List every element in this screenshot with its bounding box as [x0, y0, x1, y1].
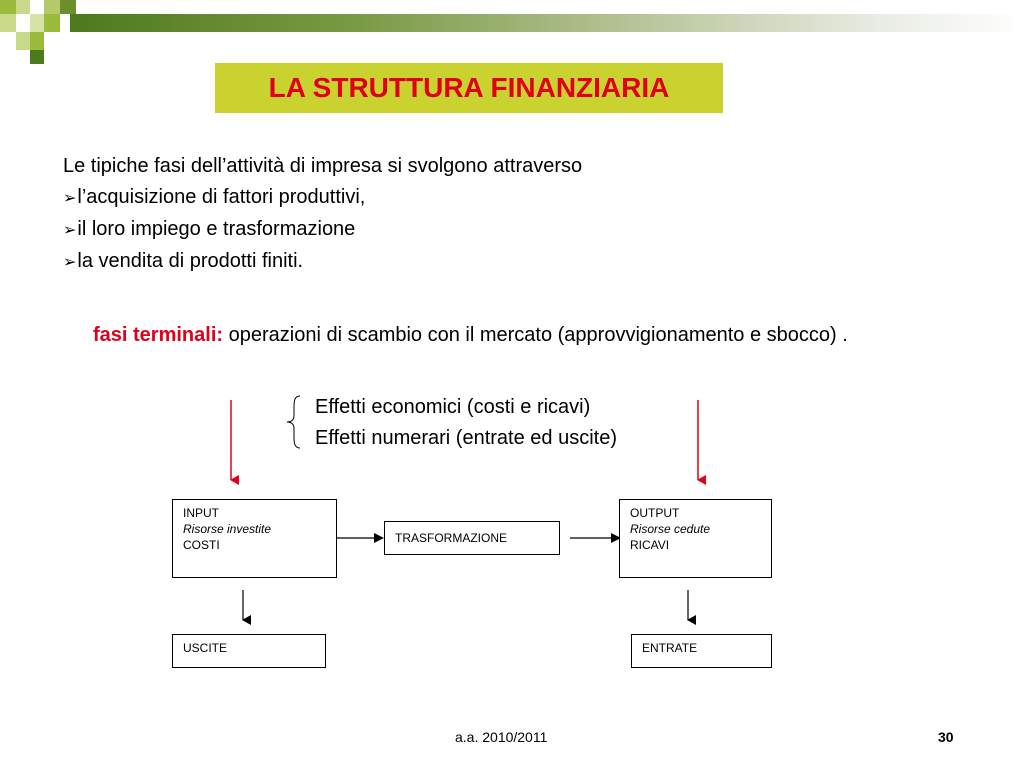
bullet-item: ➢ il loro impiego e trasformazione: [63, 214, 582, 246]
input-title: INPUT: [183, 506, 219, 520]
uscite-label: USCITE: [183, 641, 228, 655]
terminal-text: operazioni di scambio con il mercato (approvvigionamento e sbocco) .: [223, 324, 848, 346]
output-box: [619, 499, 772, 578]
output-revenues: RICAVI: [630, 538, 670, 552]
uscite-box: [172, 634, 326, 668]
input-box: [172, 499, 337, 578]
trasformazione-box: [384, 521, 560, 555]
bullet-item: ➢ la vendita di prodotti finiti.: [63, 246, 582, 278]
footer-academic-year: a.a. 2010/2011: [455, 729, 548, 745]
slide-number: 30: [938, 729, 954, 745]
intro-lead: Le tipiche fasi dell’attività di impresa si svolgono attraverso: [63, 155, 583, 177]
output-title: OUTPUT: [630, 506, 680, 520]
output-subtitle: Risorse cedute: [630, 522, 711, 536]
input-costs: COSTI: [183, 538, 220, 552]
effect-numerary: Effetti numerari (entrate ed uscite): [315, 427, 617, 449]
entrate-box: [631, 634, 772, 668]
terminal-label: fasi terminali:: [93, 324, 224, 346]
trasformazione-label: TRASFORMAZIONE: [395, 531, 508, 545]
slide-title: LA STRUTTURA FINANZIARIA: [215, 63, 723, 113]
input-subtitle: Risorse investite: [183, 522, 272, 536]
bullet-item: ➢ l’acquisizione di fattori produttivi,: [63, 182, 582, 214]
effect-economic: Effetti economici (costi e ricavi): [315, 396, 591, 418]
entrate-label: ENTRATE: [642, 641, 698, 655]
